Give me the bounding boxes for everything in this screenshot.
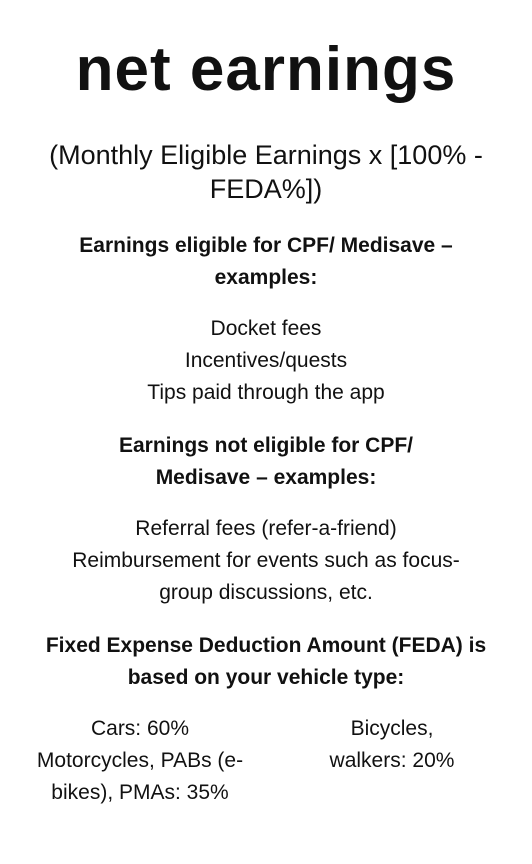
- eligible-heading: Earnings eligible for CPF/ Medisave – examples:: [79, 234, 453, 289]
- list-item: Docket fees: [210, 317, 322, 340]
- not-eligible-list: [60, 513, 472, 609]
- page-title: net earnings: [75, 35, 457, 104]
- formula-text: (Monthly Eligible Earnings x [100% - FEDA%]): [49, 140, 483, 204]
- eligible-list: [40, 313, 492, 409]
- feda-rates-left: Cars: 60% Motorcycles, PABs (e-bikes), PMAs: 35%: [36, 717, 244, 804]
- not-eligible-heading: Earnings not eligible for CPF/ Medisave – examples:: [118, 434, 414, 489]
- feda-rates-right: Bicycles, walkers: 20%: [329, 717, 455, 772]
- list-item: Incentives/quests: [184, 349, 348, 372]
- list-item: Referral fees (refer-a-friend): [135, 517, 397, 540]
- list-item: Tips paid through the app: [147, 381, 385, 404]
- feda-heading: Fixed Expense Deduction Amount (FEDA) is based on your vehicle type:: [45, 634, 487, 689]
- list-item: Reimbursement for events such as focus-group discussions, etc.: [72, 549, 460, 604]
